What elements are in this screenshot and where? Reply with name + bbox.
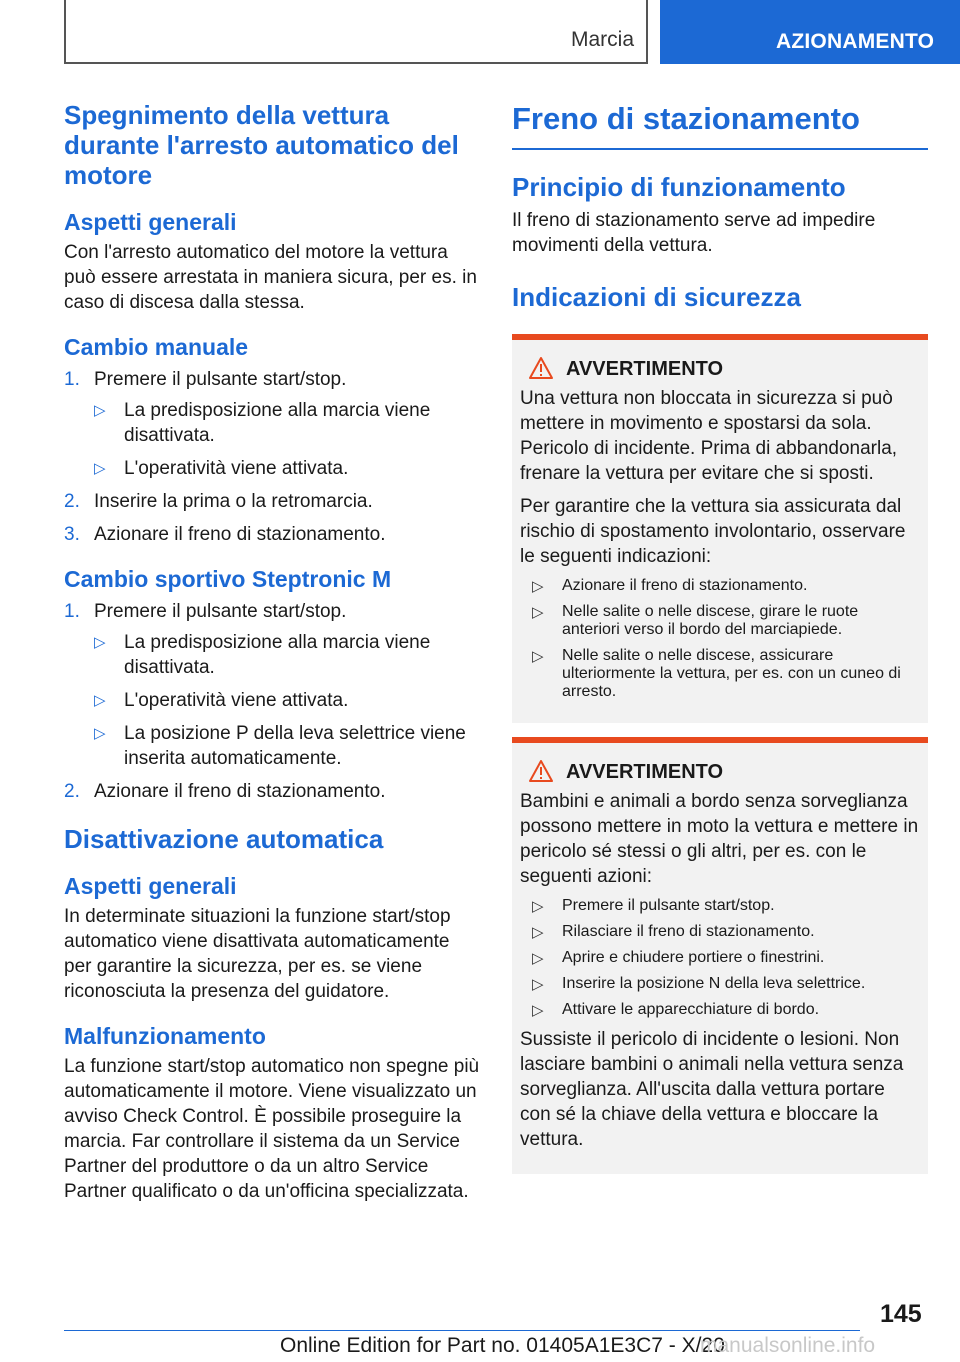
list-item <box>64 688 480 713</box>
item-text: Premere il pulsante start/stop. <box>562 897 775 914</box>
warning-paragraph: Sussiste il pericolo di incidente o lesioni. Non lasciare bambini o animali nella vettura senza sorveglianza. All'uscita dalla vettura portare con sé la chiave della vettura e bloccare la vettura. <box>520 1029 904 1150</box>
header-chapter-label: AZIONAMENTO <box>776 30 935 53</box>
left-column <box>64 100 480 1204</box>
item-text: Rilasciare il freno di stazionamento. <box>562 923 815 940</box>
list-item <box>64 398 480 448</box>
sub-list <box>64 398 480 481</box>
warning-title: AVVERTIMENTO <box>566 358 724 380</box>
triangle-bullet-icon: ▷ <box>532 950 544 967</box>
heading-general-2: Aspetti generali <box>64 873 237 899</box>
paragraph-malfunction: La funzione start/stop automatico non spegne più automaticamente il motore. Viene visualizzato un avviso Check Control. È possibile proseguire la marcia. Far controllare il sistema da un Service Partner del produttore o da un altro Service Partner qualificato o da un'officina specializzata. <box>64 1056 480 1202</box>
warning-box-1 <box>512 334 928 723</box>
heading-engine-shutdown: Spegnimento della vettura durante l'arresto automatico del motore <box>64 100 459 190</box>
item-text: Aprire e chiudere portiere o finestrini. <box>562 949 825 966</box>
sub-text: La posizione P della leva selettrice viene inserita automaticamente. <box>124 723 466 769</box>
step-text: Premere il pulsante start/stop. <box>94 601 347 622</box>
steps-manual <box>64 367 480 547</box>
footer-edition: Online Edition for Part no. 01405A1E3C7 - X/20 <box>280 1334 725 1357</box>
warning-list <box>520 577 920 701</box>
triangle-bullet-icon: ▷ <box>94 634 106 651</box>
triangle-bullet-icon: ▷ <box>94 460 106 477</box>
heading-general-1: Aspetti generali <box>64 209 237 235</box>
list-item <box>520 897 920 915</box>
heading-auto-deactivation: Disattivazione automatica <box>64 824 384 854</box>
step-text: Azionare il freno di stazionamento. <box>94 781 386 802</box>
item-text: Azionare il freno di stazionamento. <box>562 577 808 594</box>
header-section-box <box>64 0 648 64</box>
step-text: Azionare il freno di stazionamento. <box>94 524 386 545</box>
list-item <box>520 923 920 941</box>
list-item <box>520 603 920 639</box>
list-item <box>64 779 480 804</box>
step-number: 1. <box>64 369 80 390</box>
paragraph-general-2: In determinate situazioni la funzione start/stop automatico viene disattivata automaticamente per garantire la sicurezza, per es. se viene riconosciuta la presenza del guidatore. <box>64 906 451 1002</box>
warning-list <box>520 897 920 1019</box>
list-item <box>64 367 480 481</box>
warning-triangle-icon <box>528 356 554 380</box>
triangle-bullet-icon: ▷ <box>532 648 544 665</box>
triangle-bullet-icon: ▷ <box>532 898 544 915</box>
triangle-bullet-icon: ▷ <box>532 924 544 941</box>
triangle-bullet-icon: ▷ <box>94 725 106 742</box>
footer-watermark: manualsonline.info <box>700 1334 876 1357</box>
step-text: Premere il pulsante start/stop. <box>94 369 347 390</box>
steps-steptronic <box>64 599 480 804</box>
step-number: 3. <box>64 524 80 545</box>
header-chapter-tab <box>660 0 960 64</box>
warning-title: AVVERTIMENTO <box>566 761 724 783</box>
warning-paragraph: Una vettura non bloccata in sicurezza si può mettere in movimento e spostarsi da sola. Pericolo di incidente. Prima di abbandonarla, frenare la vettura per evitare che si sposti. <box>520 388 898 484</box>
triangle-bullet-icon: ▷ <box>532 578 544 595</box>
heading-parking-brake: Freno di stazionamento <box>512 101 860 136</box>
step-text: Inserire la prima o la retromarcia. <box>94 491 373 512</box>
warning-header <box>520 757 920 789</box>
footer-divider <box>64 1330 860 1331</box>
list-item <box>520 577 920 595</box>
sub-text: La predisposizione alla marcia viene disattivata. <box>124 400 431 446</box>
heading-divider <box>512 148 928 150</box>
item-text: Attivare le apparecchiature di bordo. <box>562 1001 820 1018</box>
triangle-bullet-icon: ▷ <box>94 402 106 419</box>
heading-malfunction: Malfunzionamento <box>64 1023 266 1049</box>
header-section-label: Marcia <box>570 28 634 51</box>
item-text: Inserire la posizione N della leva selettrice. <box>562 975 866 992</box>
warning-triangle-icon <box>528 759 554 783</box>
list-item <box>64 630 480 680</box>
step-number: 1. <box>64 601 80 622</box>
warning-paragraph: Bambini e animali a bordo senza sorveglianza possono mettere in moto la vettura e mettere in pericolo sé stessi o gli altri, per es. con le seguenti azioni: <box>520 791 919 887</box>
triangle-bullet-icon: ▷ <box>94 692 106 709</box>
list-item <box>64 522 480 547</box>
step-number: 2. <box>64 491 80 512</box>
triangle-bullet-icon: ▷ <box>532 604 544 621</box>
sub-list <box>64 630 480 771</box>
warning-paragraph: Per garantire che la vettura sia assicurata dal rischio di spostamento involontario, osservare le seguenti indicazioni: <box>520 496 906 567</box>
item-text: Nelle salite o nelle discese, girare le ruote anteriori verso il bordo del marciapiede. <box>562 603 859 638</box>
triangle-bullet-icon: ▷ <box>532 1002 544 1019</box>
paragraph-principle: Il freno di stazionamento serve ad impedire movimenti della vettura. <box>512 210 876 256</box>
heading-principle: Principio di funzionamento <box>512 172 846 202</box>
paragraph-general-1: Con l'arresto automatico del motore la vettura può essere arrestata in maniera sicura, per es. in caso di discesa dalla stessa. <box>64 242 477 313</box>
item-text: Nelle salite o nelle discese, assicurare ulteriormente la vettura, per es. con un cuneo di arresto. <box>562 647 901 700</box>
heading-manual-gearbox: Cambio manuale <box>64 334 249 360</box>
sub-text: La predisposizione alla marcia viene disattivata. <box>124 632 431 678</box>
list-item <box>520 647 920 701</box>
sub-text: L'operatività viene attivata. <box>124 458 349 479</box>
heading-steptronic: Cambio sportivo Steptronic M <box>64 566 392 592</box>
list-item <box>64 456 480 481</box>
page-number: 145 <box>880 1300 922 1328</box>
warning-box-2 <box>512 737 928 1174</box>
list-item <box>520 1001 920 1019</box>
list-item <box>64 721 480 771</box>
heading-safety: Indicazioni di sicurezza <box>512 282 801 312</box>
warning-header <box>520 354 920 386</box>
list-item <box>520 975 920 993</box>
list-item <box>520 949 920 967</box>
sub-text: L'operatività viene attivata. <box>124 690 349 711</box>
list-item <box>64 599 480 771</box>
triangle-bullet-icon: ▷ <box>532 976 544 993</box>
right-column <box>512 100 928 1174</box>
step-number: 2. <box>64 781 80 802</box>
list-item <box>64 489 480 514</box>
